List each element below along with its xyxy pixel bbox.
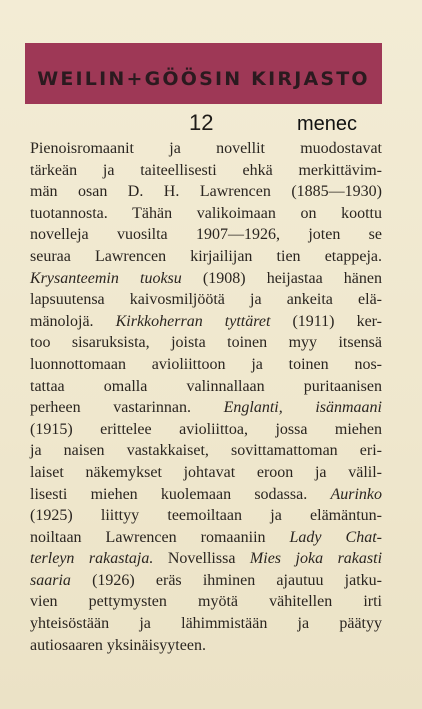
text-line	[30, 397, 382, 419]
description-text	[30, 138, 382, 656]
text-line	[30, 635, 382, 657]
italic-title: Krysanteemin tuoksu	[30, 269, 182, 287]
text-segment: lapsuutensa kaivosmiljöötä ja ankeita elä-	[30, 291, 382, 309]
italic-title: Kirkkoherran tyttäret	[115, 312, 271, 330]
text-segment: laiset näkemykset johtavat eroon ja välil-	[30, 463, 382, 481]
series-title: WEILIN+GÖÖSIN KIRJASTO	[37, 67, 370, 90]
text-segment: lisesti miehen kuolemaan sodassa.	[30, 485, 331, 503]
text-segment: too sisaruksista, joista toinen myy itsensä	[30, 334, 382, 352]
text-segment: (1915) erittelee avioliittoa, jossa miehen	[30, 420, 382, 438]
text-line	[30, 181, 382, 203]
text-line	[30, 268, 382, 290]
text-segment: (1911) ker-	[270, 312, 383, 330]
text-line	[30, 548, 382, 570]
text-line	[30, 160, 382, 182]
text-segment: autiosaaren yksinäisyyteen.	[30, 636, 206, 654]
text-line	[30, 376, 382, 398]
text-segment: Novellissa	[153, 550, 250, 568]
text-line	[30, 591, 382, 613]
text-segment: tattaa omalla valinnallaan puritaanisen	[30, 377, 382, 395]
text-line	[30, 332, 382, 354]
text-segment: novelleja vuosilta 1907—1926, joten se	[30, 226, 382, 244]
italic-title: Mies joka rakasti	[249, 550, 383, 568]
text-line	[30, 224, 382, 246]
text-line	[30, 440, 382, 462]
text-segment: yhteisöstään ja lähimmistään ja päätyy	[30, 615, 382, 633]
text-segment: mänolojä.	[30, 312, 116, 330]
text-segment: tuotannosta. Tähän valikoimaan on koottu	[30, 204, 382, 222]
text-segment: luonnottomaan avioliittoon ja toinen nos-	[30, 355, 382, 373]
text-line	[30, 354, 382, 376]
italic-title: terleyn rakastaja.	[30, 550, 154, 568]
text-line	[30, 613, 382, 635]
text-segment: (1925) liittyy teemoiltaan ja elämäntun-	[30, 507, 382, 525]
text-line	[30, 246, 382, 268]
text-segment: (1926) eräs ihminen ajautuu jatku-	[70, 571, 382, 589]
text-line	[30, 570, 382, 592]
series-banner	[25, 43, 382, 104]
volume-number: 12	[189, 110, 214, 135]
text-segment: Pienoisromaanit ja novellit muodostavat	[30, 140, 382, 157]
text-segment: män osan D. H. Lawrencen (1885—1930)	[30, 183, 382, 201]
italic-title: Aurinko	[330, 485, 382, 503]
text-segment: (1908) heijastaa hänen	[181, 269, 382, 287]
text-line	[30, 419, 382, 441]
text-segment: perheen vastarinnan.	[30, 399, 224, 417]
text-line	[30, 203, 382, 225]
text-segment: noiltaan Lawrencen romaaniin	[30, 528, 290, 546]
text-segment: seuraa Lawrencen kirjailijan tien etappeja.	[30, 247, 382, 265]
handwritten-note: menec	[297, 113, 358, 135]
text-segment: ja naisen vastakkaiset, sovittamattoman eri-	[30, 442, 382, 460]
text-line	[30, 311, 382, 333]
italic-title: Englanti, isänmaani	[223, 399, 382, 417]
text-line	[30, 484, 382, 506]
text-segment: vien pettymysten myötä vähitellen irti	[30, 593, 382, 611]
text-line	[30, 505, 382, 527]
text-line	[30, 462, 382, 484]
text-line	[30, 527, 382, 549]
text-line	[30, 289, 382, 311]
text-segment: tärkeän ja taiteellisesti ehkä merkittävim-	[30, 161, 382, 179]
italic-title: Lady Chat-	[289, 528, 382, 546]
text-line	[30, 138, 382, 160]
italic-title: saaria	[30, 571, 71, 589]
